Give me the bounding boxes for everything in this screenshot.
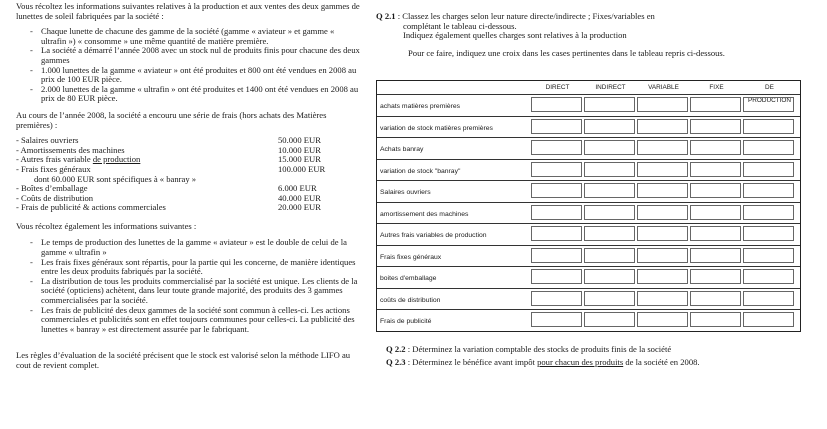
checkbox-cell[interactable]	[743, 312, 794, 327]
table-row-cells	[531, 95, 795, 116]
q22-line	[386, 343, 671, 355]
checkbox-cell[interactable]	[584, 119, 635, 134]
fact-item: - La société a démarré l’année 2008 avec un stock nul de produits finis pour chacune des deux gammes	[41, 46, 361, 65]
q21-line3: Indiquez également quelles charges sont relatives à la production	[403, 30, 627, 41]
table-row-label: amortissement des machines	[380, 210, 469, 218]
q21-text: : Classez les charges selon leur nature directe/indirecte ; Fixes/variables en	[395, 11, 655, 21]
checkbox-cell[interactable]	[743, 291, 794, 306]
checkbox-cell[interactable]	[743, 162, 794, 177]
table-row-label: Salaires ouvriers	[380, 189, 431, 196]
checkbox-cell[interactable]	[743, 140, 794, 155]
checkbox-cell[interactable]	[531, 226, 582, 241]
checkbox-cell[interactable]	[637, 226, 688, 241]
checkbox-cell[interactable]	[584, 226, 635, 241]
fact-item: - Chaque lunette de chacune des gamme de la société (gamme « aviateur » et gamme « ultrafin ») « consomme » une même quantité de matière première.	[41, 27, 361, 46]
checkbox-cell[interactable]	[690, 291, 741, 306]
costs-intro: Au cours de l’année 2008, la société a encouru une série de frais (hors achats des Matières premières) :	[16, 109, 327, 130]
checkbox-cell[interactable]	[637, 183, 688, 198]
checkbox-cell[interactable]	[584, 140, 635, 155]
cost-label-text: - Autres frais variable	[16, 154, 93, 165]
checkbox-cell[interactable]	[690, 248, 741, 263]
table-row	[377, 245, 800, 267]
cost-amount: 40.000 EUR	[278, 192, 321, 203]
cost-label-text: dont 60.000 EUR sont spécifiques à « banray »	[34, 173, 197, 184]
cost-amount: 100.000 EUR	[278, 163, 326, 174]
fact-item: - 2.000 lunettes de la gamme « ultrafin » ont été produites et 1400 ont été vendues en 2008 au prix de 80 EUR pièce.	[41, 85, 361, 104]
checkbox-cell[interactable]	[531, 248, 582, 263]
fact-item: - 1.000 lunettes de la gamme « aviateur » ont été produites et 800 ont été vendues en 2008 au prix de 100 EUR pièce.	[41, 66, 361, 85]
q23-text-after: de la société en 2008.	[623, 357, 700, 367]
checkbox-cell[interactable]	[690, 140, 741, 155]
table-header	[377, 81, 800, 104]
checkbox-cell[interactable]	[743, 183, 794, 198]
facts-list	[16, 27, 361, 104]
q23-text-before: : Déterminez le bénéfice avant impôt	[405, 357, 538, 367]
checkbox-cell[interactable]	[690, 205, 741, 220]
info-item: - Le temps de production des lunettes de la gamme « aviateur » est le double de celui de la gamme « ultrafin »	[41, 238, 361, 257]
info-item: - La distribution de tous les produits commercialisé par la société est unique. Les clients de la société (opticiens) achètent, dans leur toute grande majorité, des produits des 3 gammes commercialisées par la société.	[41, 277, 361, 306]
table-row	[377, 159, 800, 181]
cost-label-text: - Boîtes d’emballage	[16, 183, 88, 194]
checkbox-cell[interactable]	[584, 183, 635, 198]
checkbox-cell[interactable]	[637, 248, 688, 263]
checkbox-cell[interactable]	[690, 269, 741, 284]
checkbox-cell[interactable]	[743, 248, 794, 263]
cost-label	[16, 203, 278, 213]
table-row	[377, 288, 800, 310]
table-row	[377, 94, 800, 116]
checkbox-cell[interactable]	[690, 97, 741, 112]
checkbox-cell[interactable]	[743, 97, 794, 112]
table-row-label: Achats banray	[380, 146, 424, 153]
table-row-cells	[531, 181, 795, 202]
checkbox-cell[interactable]	[531, 183, 582, 198]
checkbox-cell[interactable]	[743, 119, 794, 134]
checkbox-cell[interactable]	[743, 269, 794, 284]
q23-line	[386, 356, 700, 368]
q22-text: : Déterminez la variation comptable des stocks de produits finis de la société	[405, 344, 672, 354]
table-row-cells	[531, 267, 795, 288]
table-row-cells	[531, 289, 795, 310]
infos-intro: Vous récoltez également les informations suivantes :	[16, 220, 197, 231]
table-row-cells	[531, 224, 795, 245]
checkbox-cell[interactable]	[743, 205, 794, 220]
table-row-label: Frais fixes généraux	[380, 253, 442, 261]
table-row-cells	[531, 160, 795, 181]
q21-note: Pour ce faire, indiquez une croix dans les cases pertinentes dans le tableau repris ci-dessous.	[408, 47, 725, 58]
checkbox-cell[interactable]	[531, 312, 582, 327]
checkbox-cell[interactable]	[637, 140, 688, 155]
table-header-cell: FIXE	[709, 84, 724, 91]
table-row	[377, 223, 800, 245]
cost-label-text: - Frais de publicité & actions commerciales	[16, 202, 166, 213]
q21-line2: complétant le tableau ci-dessous.	[403, 20, 517, 31]
cost-label-text: - Frais fixes généraux	[16, 163, 91, 174]
table-row	[377, 180, 800, 202]
table-row-cells	[531, 310, 795, 331]
intro-paragraph: Vous récoltez les informations suivantes relatives à la production et aux ventes des deux gammes de lunettes de soleil fabriquées par la société :	[16, 1, 360, 21]
table-row-label: coûts de distribution	[380, 296, 441, 304]
cost-label-text: - Coûts de distribution	[16, 192, 94, 203]
info-item: - Les frais de publicité des deux gammes de la société sont commun à celles-ci. Les actions commerciales et publicités sont en effet toujours communes pour celles-ci. La publicité des lunettes « banray » est directement assurée par le fabriquant.	[41, 306, 361, 335]
table-body	[377, 94, 800, 331]
q21-label: Q 2.1	[376, 11, 396, 21]
closing-paragraph: Les règles d’évaluation de la société précisent que le stock est valorisé selon la méthode LIFO au cout de revient complet.	[16, 350, 351, 370]
info-item: - Les frais fixes généraux sont répartis, pour la partie qui les concerne, de manière identiques entre les deux produits fabriqués par la société.	[41, 258, 361, 277]
cost-label-text: - Salaires ouvriers	[16, 135, 79, 146]
cost-amount: 20.000 EUR	[278, 202, 321, 213]
q23-label: Q 2.3	[386, 357, 406, 367]
table-header-corner	[377, 81, 531, 94]
costs-list	[16, 136, 361, 213]
table-row-label: Autres frais variables de production	[380, 232, 487, 239]
cost-amount: 50.000 EUR	[278, 135, 321, 146]
checkbox-cell[interactable]	[690, 226, 741, 241]
checkbox-cell[interactable]	[584, 248, 635, 263]
checkbox-cell[interactable]	[584, 162, 635, 177]
checkbox-cell[interactable]	[637, 269, 688, 284]
checkbox-cell[interactable]	[531, 162, 582, 177]
checkbox-cell[interactable]	[531, 269, 582, 284]
checkbox-cell[interactable]	[637, 119, 688, 134]
table-row-label: variation de stock matières premières	[380, 124, 493, 132]
cost-amount: 15.000 EUR	[278, 154, 321, 165]
table-row	[377, 202, 800, 224]
table-row	[377, 309, 800, 331]
checkbox-cell[interactable]	[531, 119, 582, 134]
checkbox-cell[interactable]	[531, 291, 582, 306]
checkbox-cell[interactable]	[637, 205, 688, 220]
cost-label-text: - Amortissements des machines	[16, 144, 125, 155]
left-column	[16, 2, 361, 371]
checkbox-cell[interactable]	[531, 205, 582, 220]
q23-text-underlined: pour chacun des produits	[537, 357, 624, 367]
checkbox-cell[interactable]	[637, 162, 688, 177]
cost-amount: 6.000 EUR	[278, 183, 317, 194]
checkbox-cell[interactable]	[584, 269, 635, 284]
checkbox-cell[interactable]	[690, 119, 741, 134]
checkbox-cell[interactable]	[637, 97, 688, 112]
table-row-label: boites d'emballage	[380, 275, 437, 282]
table-header-cell: DIRECT	[545, 84, 570, 91]
checkbox-cell[interactable]	[584, 312, 635, 327]
table-row-label: variation de stock "banray"	[380, 167, 461, 175]
charges-table	[376, 80, 801, 332]
checkbox-cell[interactable]	[637, 291, 688, 306]
table-row-cells	[531, 138, 795, 159]
infos-list	[16, 238, 361, 334]
table-row-cells	[531, 246, 795, 267]
checkbox-cell[interactable]	[531, 97, 582, 112]
cost-row	[16, 203, 361, 213]
checkbox-cell[interactable]	[743, 226, 794, 241]
checkbox-cell[interactable]	[531, 140, 582, 155]
right-column	[376, 12, 816, 58]
table-row-cells	[531, 203, 795, 224]
q22-label: Q 2.2	[386, 344, 406, 354]
checkbox-cell[interactable]	[690, 312, 741, 327]
cost-amount: 10.000 EUR	[278, 144, 321, 155]
checkbox-cell[interactable]	[584, 205, 635, 220]
checkbox-cell[interactable]	[584, 97, 635, 112]
checkbox-cell[interactable]	[584, 291, 635, 306]
table-row	[377, 137, 800, 159]
cost-label-underlined: de production	[92, 154, 141, 165]
table-row-cells	[531, 117, 795, 138]
checkbox-cell[interactable]	[690, 162, 741, 177]
checkbox-cell[interactable]	[690, 183, 741, 198]
table-row-label: achats matières premières	[380, 103, 461, 110]
table-row	[377, 116, 800, 138]
table-header-cell: INDIRECT	[595, 84, 626, 91]
table-row-label: Frais de publicité	[380, 318, 432, 325]
table-row	[377, 266, 800, 288]
table-header-cell: DE PRODUCTION	[748, 84, 791, 104]
table-header-cell: VARIABLE	[648, 84, 679, 91]
checkbox-cell[interactable]	[637, 312, 688, 327]
